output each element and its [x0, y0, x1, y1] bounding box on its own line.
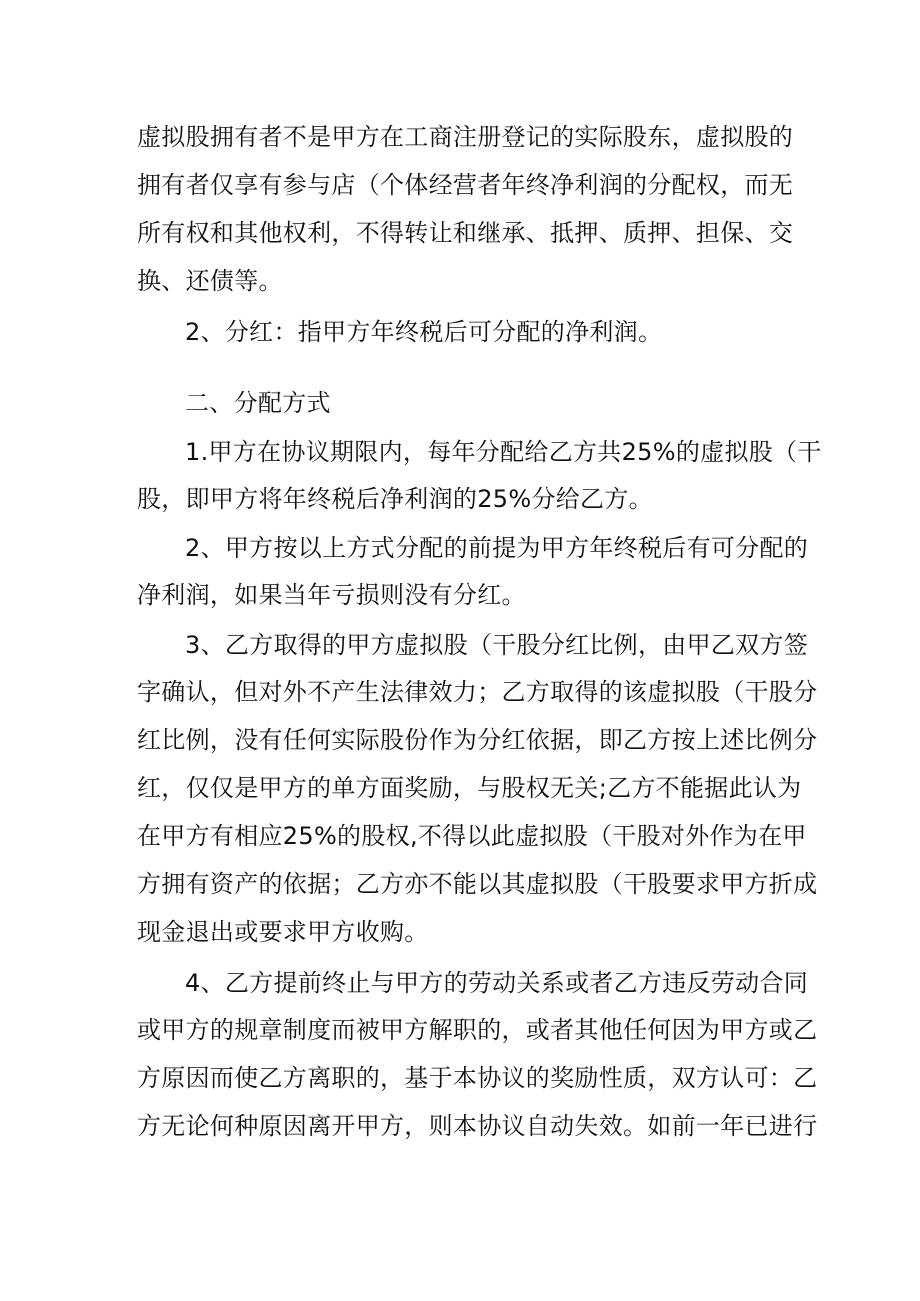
text-line: 方原因而使乙方离职的，基于本协议的奖励性质，双方认可：乙 [137, 1064, 818, 1092]
text-line: 或甲方的规章制度而被甲方解职的，或者其他任何因为甲方或乙 [137, 1016, 818, 1044]
text-line: 净利润，如果当年亏损则没有分红。 [137, 581, 526, 609]
text-line: 方拥有资产的依据；乙方亦不能以其虚拟股（干股要求甲方折成 [137, 870, 818, 898]
text-line: 所有权和其他权利，不得转让和继承、抵押、质押、担保、交 [137, 219, 794, 247]
text-line: 换、还债等。 [137, 267, 283, 295]
text-line: 股，即甲方将年终税后净利润的25%分给乙方。 [137, 485, 653, 513]
text-line: 红比例，没有任何实际股份作为分红依据，即乙方按上述比例分 [137, 726, 818, 754]
text-line: 红，仅仅是甲方的单方面奖励，与股权无关;乙方不能据此认为 [137, 774, 802, 802]
paragraph-heading: 2、分红：指甲方年终税后可分配的净利润。 [185, 318, 663, 346]
text-line: 虚拟股拥有者不是甲方在工商注册登记的实际股东，虚拟股的 [137, 123, 794, 151]
text-line: 在甲方有相应25%的股权,不得以此虚拟股（干股对外作为在甲 [137, 822, 807, 850]
text-line: 1.甲方在协议期限内，每年分配给乙方共25%的虚拟股（干 [185, 438, 822, 466]
text-line: 字确认，但对外不产生法律效力；乙方取得的该虚拟股（干股分 [137, 678, 818, 706]
text-line: 现金退出或要求甲方收购。 [137, 918, 429, 946]
section-heading: 二、分配方式 [185, 389, 331, 417]
text-line: 拥有者仅享有参与店（个体经营者年终净利润的分配权，而无 [137, 171, 794, 199]
text-line: 方无论何种原因离开甲方，则本协议自动失效。如前一年已进行 [137, 1112, 818, 1140]
text-line: 2、甲方按以上方式分配的前提为甲方年终税后有可分配的 [185, 534, 809, 562]
text-line: 3、乙方取得的甲方虚拟股（干股分红比例，由甲乙双方签 [185, 631, 809, 659]
text-line: 4、乙方提前终止与甲方的劳动关系或者乙方违反劳动合同 [185, 969, 809, 997]
